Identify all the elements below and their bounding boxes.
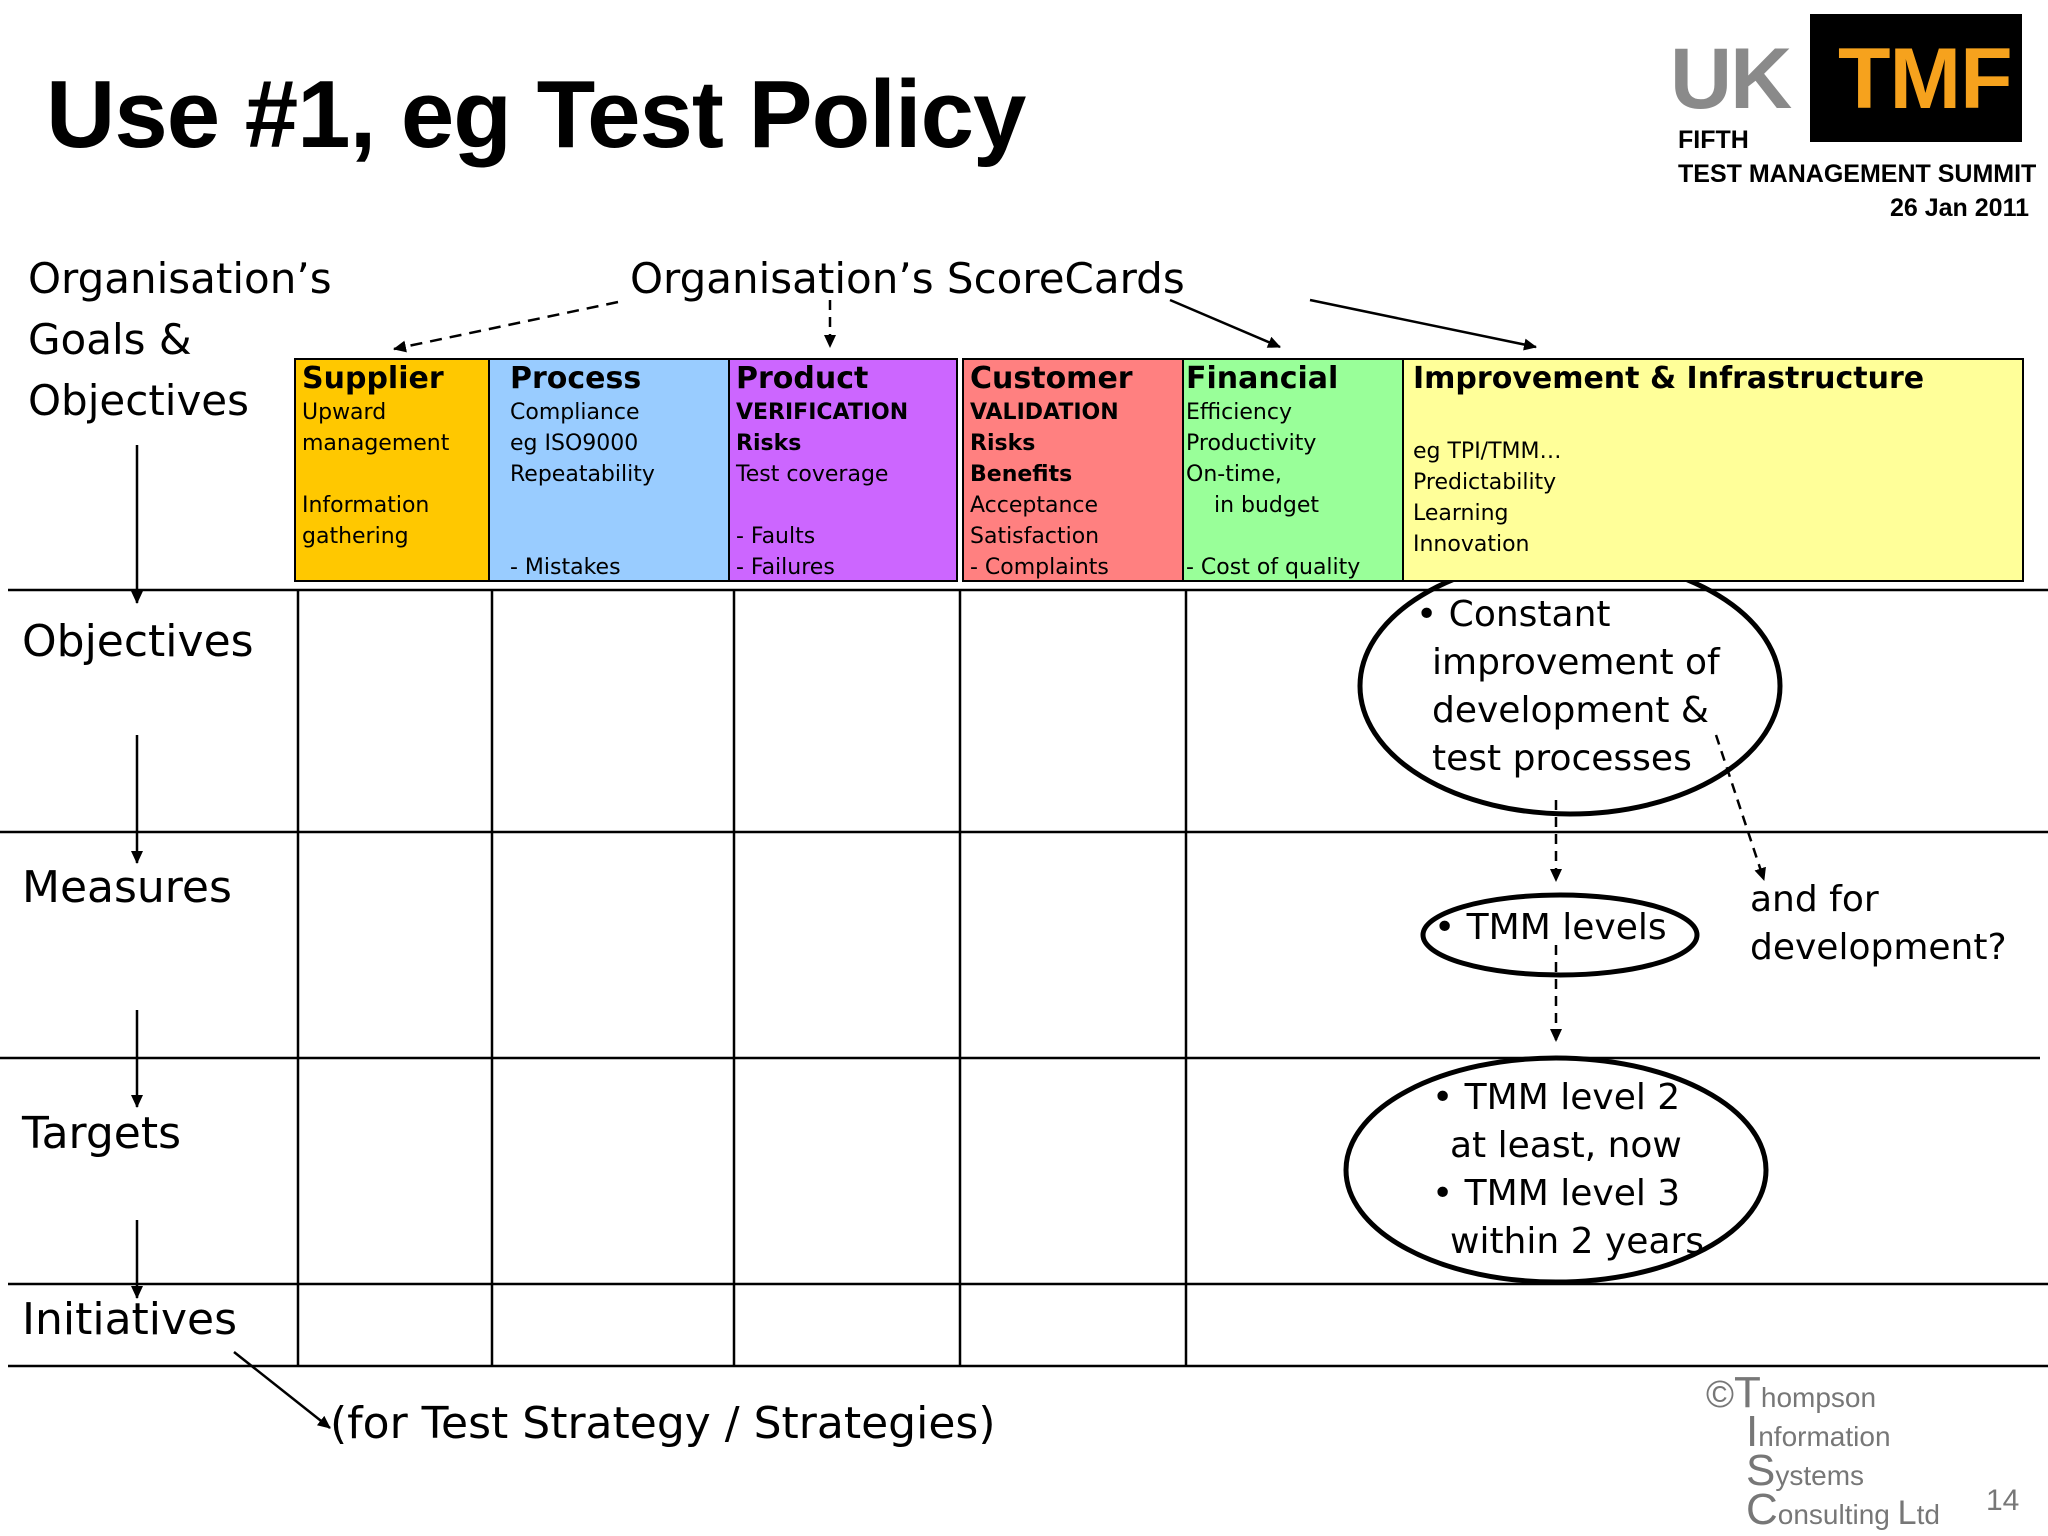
scorecard-line: Information	[302, 493, 430, 518]
scorecard-line	[510, 490, 722, 521]
scorecard-line: - Mistakes	[510, 555, 621, 580]
summit-line-2: TEST MANAGEMENT SUMMIT	[1678, 160, 2037, 188]
scorecard-line: eg ISO9000	[510, 431, 639, 456]
scorecard-line: VERIFICATION	[736, 400, 909, 425]
scorecard-line: VALIDATION	[970, 400, 1119, 425]
scorecard-financial	[1182, 358, 1404, 582]
scorecard-line: Predictability	[1413, 470, 1557, 495]
scorecard-line	[1186, 521, 1396, 552]
targets-line: within 2 years	[1450, 1221, 1705, 1262]
row-label-initiatives: Initiatives	[22, 1294, 238, 1345]
scorecard-title: Process	[510, 361, 642, 396]
goals-label-line: Goals &	[28, 315, 192, 364]
objective-line: development &	[1432, 690, 1709, 731]
objective-line: test processes	[1432, 738, 1692, 779]
summit-date: 26 Jan 2011	[1890, 194, 2030, 222]
scorecard-arrow	[1310, 300, 1536, 347]
measure-text: • TMM levels	[1434, 907, 1667, 948]
scorecard-line: - Cost of quality	[1186, 555, 1361, 580]
goals-label-line: Objectives	[28, 376, 250, 425]
scorecard-title: Financial	[1186, 361, 1339, 396]
scorecard-lines	[1413, 405, 2016, 560]
targets-line: at least, now	[1450, 1125, 1682, 1166]
scorecard-lines	[736, 397, 950, 582]
goals-label-line: Organisation’s	[28, 254, 332, 303]
scorecard-line: - Failures	[736, 555, 835, 580]
targets-text	[1432, 1074, 1704, 1266]
copyright-line: Systems	[1746, 1446, 1865, 1495]
side-note-line: and for	[1750, 879, 1879, 920]
scorecard-lines	[1186, 397, 1396, 582]
scorecard-line: Upward	[302, 400, 387, 425]
scorecard-process	[488, 358, 730, 582]
scorecard-title: Product	[736, 361, 869, 396]
scorecard-lines	[510, 397, 722, 582]
scorecard-lines	[970, 397, 1176, 582]
footer-note: (for Test Strategy / Strategies)	[330, 1398, 996, 1449]
copyright-line: ©Thompson	[1706, 1368, 1877, 1417]
objective-line: improvement of	[1432, 642, 1720, 683]
scorecard-product	[728, 358, 958, 582]
targets-line: • TMM level 2	[1432, 1077, 1681, 1118]
footer-arrow	[234, 1352, 330, 1428]
row-label-targets: Targets	[22, 1108, 182, 1159]
scorecard-arrow	[1170, 300, 1280, 347]
copyright-line: Consulting Ltd	[1746, 1485, 1940, 1534]
targets-line: • TMM level 3	[1432, 1173, 1681, 1214]
scorecard-lines	[302, 397, 482, 552]
scorecard-line: - Faults	[736, 524, 816, 549]
dashed-arrow	[1716, 735, 1764, 880]
scorecard-line: Repeatability	[510, 462, 655, 487]
scorecard-line: Learning	[1413, 501, 1509, 526]
scorecard-line: Innovation	[1413, 532, 1530, 557]
row-label-objectives: Objectives	[22, 616, 254, 667]
scorecard-line: Risks	[970, 431, 1036, 456]
page-title: Use #1, eg Test Policy	[46, 61, 1026, 168]
objective-text	[1416, 591, 1720, 783]
scorecard-line: management	[302, 431, 450, 456]
logo-uk-text: UK	[1670, 31, 1791, 127]
scorecard-line: Benefits	[970, 462, 1073, 487]
scorecard-line: Satisfaction	[970, 524, 1100, 549]
scorecard-line	[1413, 405, 2016, 436]
scorecard-line	[302, 459, 482, 490]
scorecard-title: Supplier	[302, 361, 444, 396]
scorecard-line: On-time,	[1186, 462, 1282, 487]
copyright-block	[1706, 1368, 1940, 1534]
scorecard-customer	[962, 358, 1184, 582]
scorecard-line: Productivity	[1186, 431, 1317, 456]
scorecard-line: Acceptance	[970, 493, 1099, 518]
scorecard-title: Customer	[970, 361, 1133, 396]
scorecard-supplier	[294, 358, 490, 582]
copyright-line: Information	[1746, 1407, 1891, 1456]
scorecard-line: gathering	[302, 524, 409, 549]
scorecard-arrow	[394, 302, 618, 349]
objective-line: • Constant	[1416, 594, 1611, 635]
side-note-line: development?	[1750, 927, 2007, 968]
scorecard-line: eg TPI/TMM…	[1413, 439, 1562, 464]
scorecard-line: Compliance	[510, 400, 640, 425]
scorecard-line	[510, 521, 722, 552]
page-number: 14	[1986, 1484, 2020, 1517]
side-note	[1750, 876, 2007, 972]
scorecard-line	[736, 490, 950, 521]
row-label-measures: Measures	[22, 862, 232, 913]
scorecard-line: Test coverage	[736, 462, 889, 487]
scorecard-improvement	[1402, 358, 2024, 582]
scorecard-line: Efficiency	[1186, 400, 1292, 425]
scorecard-line: Risks	[736, 431, 802, 456]
scorecard-title: Improvement & Infrastructure	[1413, 361, 1925, 396]
scorecard-line: - Complaints	[970, 555, 1109, 580]
summit-line-1: FIFTH	[1678, 126, 1749, 154]
scorecards-label: Organisation’s ScoreCards	[630, 254, 1185, 303]
scorecard-line: in budget	[1186, 493, 1320, 518]
logo-tmf-text: TMF	[1838, 31, 2012, 127]
